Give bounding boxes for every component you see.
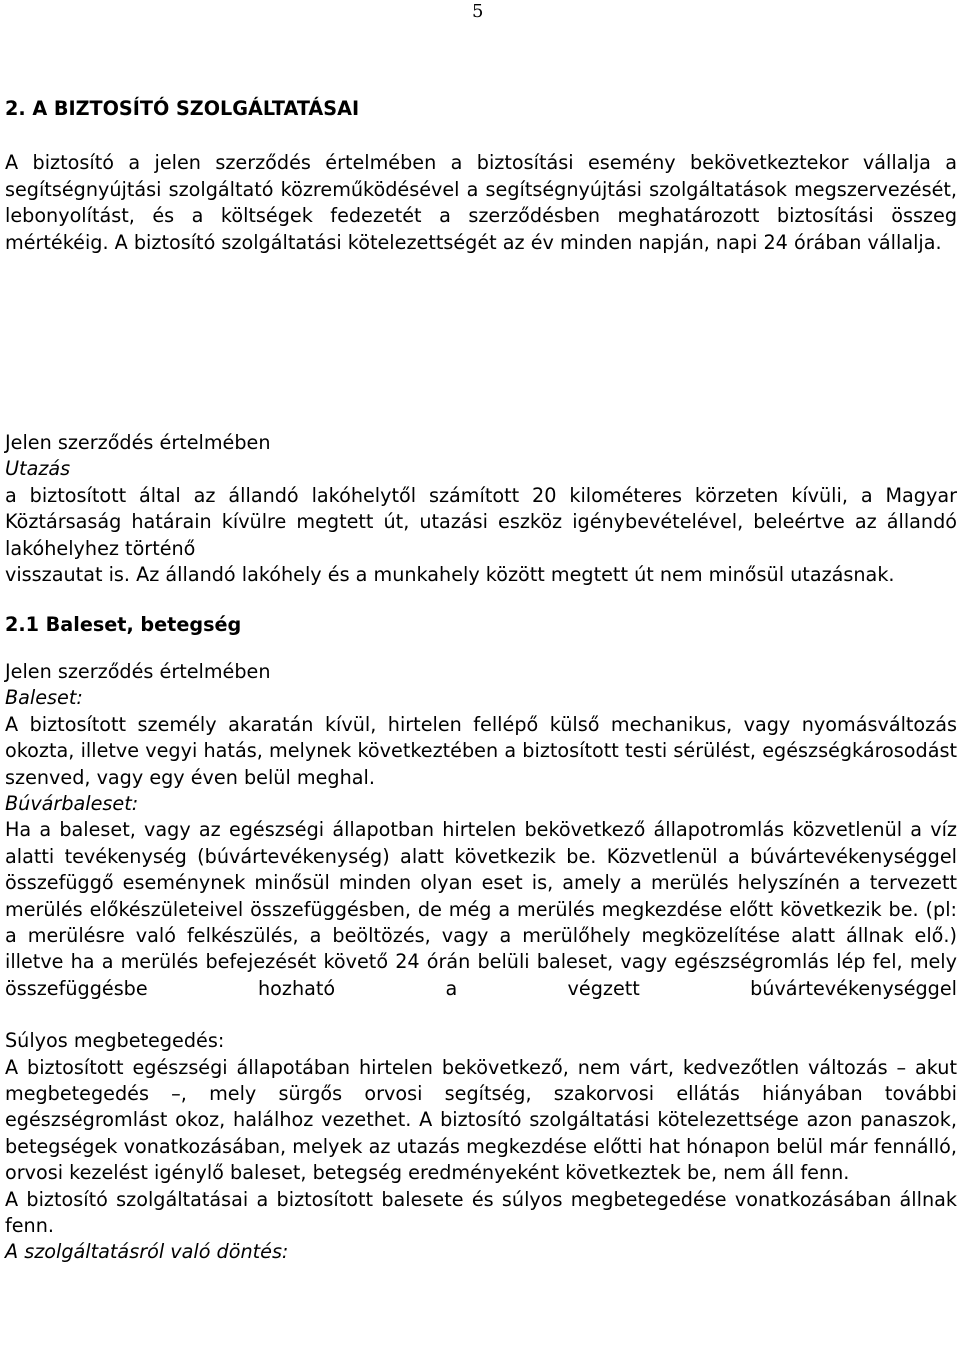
coverage-statement: A biztosító szolgáltatásai a biztosított balesete és súlyos megbetegedése vonatkozásában állnak fenn. (5, 1187, 957, 1237)
section-title: 2. A BIZTOSÍTÓ SZOLGÁLTATÁSAI (5, 97, 360, 120)
subsection-intro: Jelen szerződés értelmében (5, 659, 271, 683)
accident-term: Baleset: (5, 686, 83, 710)
subsection-title: 2.1 Baleset, betegség (5, 613, 242, 637)
diving-accident-definition: Ha a baleset, vagy az egészségi állapotban hirtelen bekövetkező állapotromlás közvetlenül a víz alatti tevékenység (búvártevékenység) alatt következik be. Közvetlenül a búvártevékenységgel összefüggő eseménynek minősül minden olyan eset is, amely a merülés helyszínén a tervezett merülés előkészületeivel összefüggésben, de még a merülés megkezdése előtt következik be. (pl: a merülésre való felkészülés, a beöltözés, vagy a merülőhely megközelítése alatt állnak elő.) illetve ha a merülés befejezését követő 24 órán belüli baleset, vagy egészségromlás lép fel, mely összefüggésbe hozható a végzett búvártevékenységgel (5, 818, 957, 1000)
serious-illness-definition: A biztosított egészségi állapotában hirtelen bekövetkező, nem várt, kedvezőtlen változás – akut megbetegedés –, mely sürgős orvosi segítség, szakorvosi ellátás hiányában további egészségromlást okoz, halálhoz vezethet. A biztosító szolgáltatási kötelezettsége azon panaszok, betegségek vonatkozásában, melyek az utazás megkezdése előtti hat hónapon belül már fennálló, orvosi kezelést igénylő baleset, betegség eredményeként következtek be, nem áll fenn. (5, 1055, 957, 1185)
travel-definition-second-part: visszautat is. Az állandó lakóhely és a munkahely között megtett út nem minősül utazásnak. (5, 563, 895, 587)
accident-definition: A biztosított személy akaratán kívül, hirtelen fellépő külső mechanikus, vagy nyomásváltozás okozta, illetve vegyi hatás, melynek következtében a biztosított testi sérülést, egészségkárosodást szenved, vagy egy éven belül meghal. (5, 712, 957, 789)
section-intro-paragraph: A biztosító a jelen szerződés értelmében a biztosítási esemény bekövetkeztekor vállalja a segítségnyújtási szolgáltató közreműködésével a segítségnyújtási szolgáltatások megszervezését, lebonyolítást, és a költségek fedezetét a szerződésben meghatározott biztosítási összeg mértékéig. A biztosító szolgáltatási kötelezettségét az év minden napján, napi 24 órában vállalja. (5, 151, 957, 254)
travel-definition-first-part: a biztosított által az állandó lakóhelytől számított 20 kilométeres körzeten kívüli, a Magyar Köztársaság határain kívülre megtett út, utazási eszköz igénybevételével, beleértve az állandó lakóhelyhez történő (5, 483, 957, 560)
page-number: 5 (472, 1, 484, 22)
service-decision-term: A szolgáltatásról való döntés: (5, 1240, 289, 1264)
definitions-intro: Jelen szerződés értelmében (5, 431, 271, 455)
travel-term: Utazás (5, 457, 71, 481)
diving-accident-term: Búvárbaleset: (5, 791, 139, 815)
serious-illness-term: Súlyos megbetegedés: (5, 1029, 225, 1053)
document-content (5, 96, 957, 1266)
